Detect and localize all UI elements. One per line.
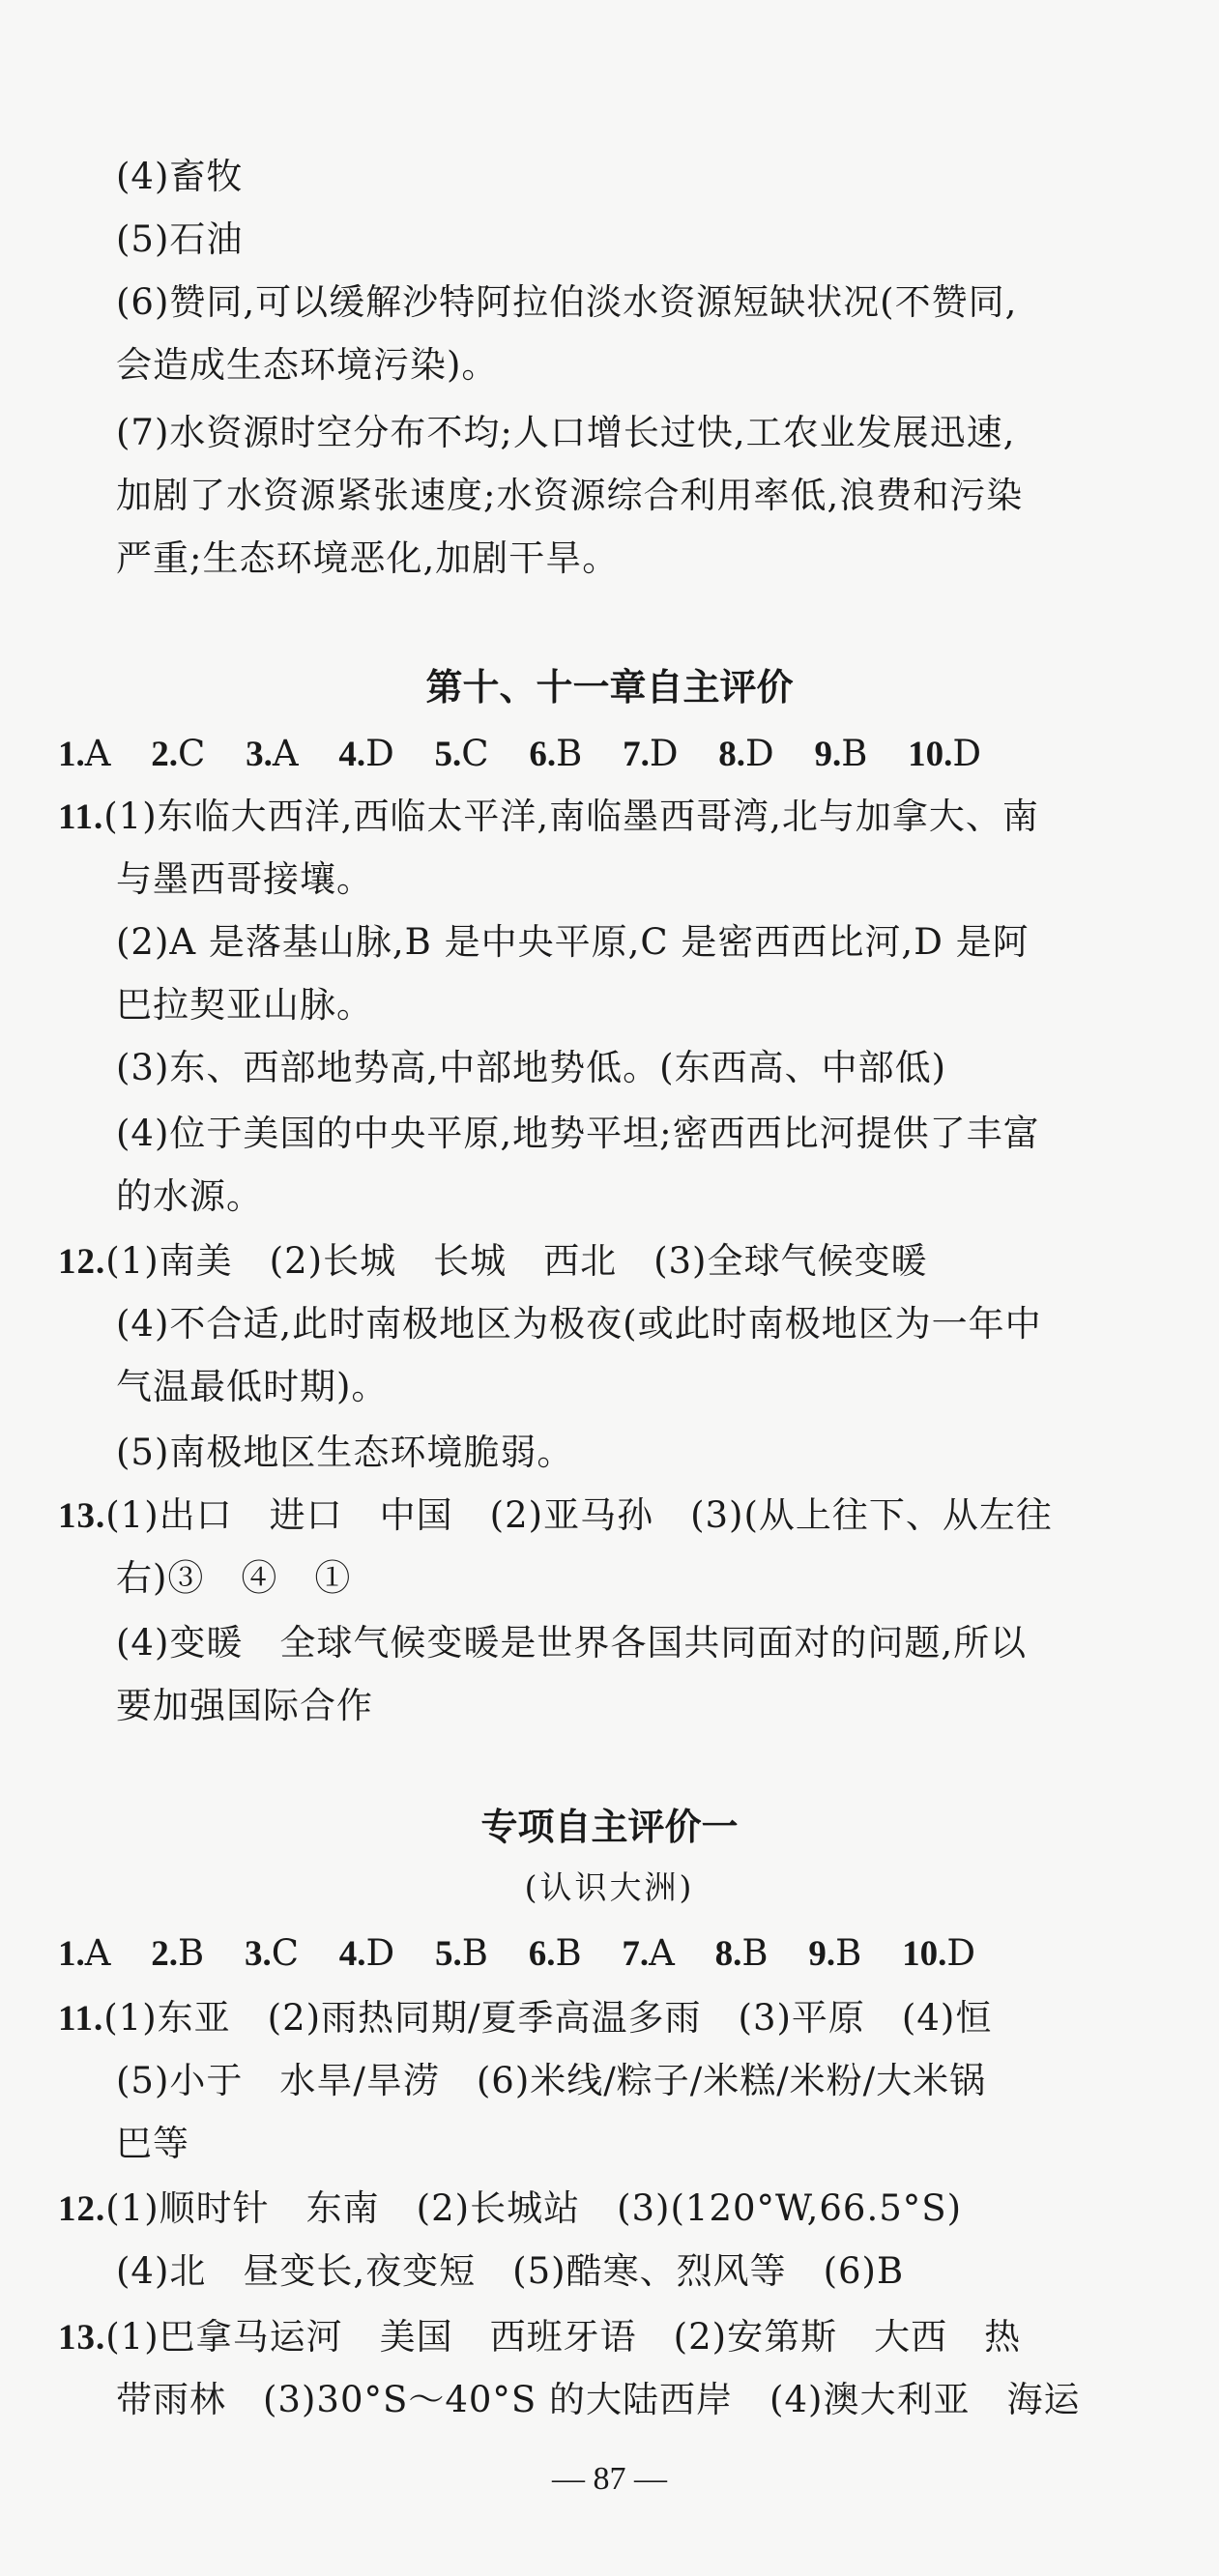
mc-answer: 5.C <box>434 733 489 774</box>
mc-answer: 9.B <box>814 733 868 774</box>
section-title: 第十、十一章自主评价 <box>425 666 794 709</box>
text-line: 严重;生态环境恶化,加剧干旱。 <box>116 537 620 579</box>
text-line: 会造成生态环境污染)。 <box>116 344 499 386</box>
text-line: 巴拉契亚山脉。 <box>116 984 373 1026</box>
text-line: 与墨西哥接壤。 <box>116 858 373 900</box>
mc-answer: 6.B <box>528 1932 582 1974</box>
mc-answer: 7.D <box>623 733 679 774</box>
text-line: 右)③ ④ ① <box>116 1557 352 1599</box>
text-line: (3)东、西部地势高,中部地势低。(东西高、中部低) <box>116 1047 947 1088</box>
text-line: 巴等 <box>116 2123 189 2164</box>
mc-answer: 8.D <box>718 733 774 774</box>
text-line: 带雨林 (3)30°S～40°S 的大陆西岸 (4)澳大利亚 海运 <box>116 2379 1081 2420</box>
mc-answer: 3.A <box>246 733 299 774</box>
text-line: 要加强国际合作 <box>116 1685 373 1726</box>
text-line: (4)变暖 全球气候变暖是世界各国共同面对的问题,所以 <box>116 1622 1028 1664</box>
text-line: (7)水资源时空分布不均;人口增长过快,工农业发展迅速, <box>116 412 1016 453</box>
text-line: (4)不合适,此时南极地区为极夜(或此时南极地区为一年中 <box>116 1303 1042 1345</box>
mc-answer: 4.D <box>338 733 394 774</box>
mc-answer: 10.D <box>902 1932 976 1974</box>
mc-answer: 5.B <box>434 1932 488 1974</box>
text-line: 加剧了水资源紧张速度;水资源综合利用率低,浪费和污染 <box>116 475 1024 516</box>
mc-answer: 8.B <box>714 1932 769 1974</box>
question-12: 12.(1)南美 (2)长城 长城 西北 (3)全球气候变暖 <box>58 1240 928 1282</box>
mc-answer: 9.B <box>808 1932 862 1974</box>
mc-answer: 6.B <box>529 733 583 774</box>
text-line: (4)北 昼变长,夜变短 (5)酷寒、烈风等 (6)B <box>116 2250 905 2292</box>
section-title: 专项自主评价一 <box>480 1806 739 1848</box>
question-13: 13.(1)巴拿马运河 美国 西班牙语 (2)安第斯 大西 热 <box>58 2316 1022 2358</box>
question-11: 11.(1)东亚 (2)雨热同期/夏季高温多雨 (3)平原 (4)恒 <box>58 1997 993 2039</box>
question-11: 11.(1)东临大西洋,西临太平洋,南临墨西哥湾,北与加拿大、南 <box>58 796 1039 837</box>
mc-answer: 7.A <box>622 1932 675 1974</box>
mc-answer: 2.B <box>151 1932 205 1974</box>
page-number: — 87 — <box>552 2461 667 2497</box>
mc-answer: 10.D <box>908 733 982 774</box>
text-line: (4)位于美国的中央平原,地势平坦;密西西比河提供了丰富 <box>116 1113 1040 1154</box>
text-line: (5)石油 <box>116 218 244 260</box>
text-line: (2)A 是落基山脉,B 是中央平原,C 是密西西比河,D 是阿 <box>116 921 1030 963</box>
text-line: (5)小于 水旱/旱涝 (6)米线/粽子/米糕/米粉/大米锅 <box>116 2060 987 2101</box>
text-line: (6)赞同,可以缓解沙特阿拉伯淡水资源短缺状况(不赞同, <box>116 281 1018 323</box>
question-13: 13.(1)出口 进口 中国 (2)亚马孙 (3)(从上往下、从左往 <box>58 1494 1053 1536</box>
multiple-choice-row <box>58 1931 1004 1977</box>
question-12: 12.(1)顺时针 东南 (2)长城站 (3)(120°W,66.5°S) <box>58 2187 963 2229</box>
text-line: 的水源。 <box>116 1175 263 1217</box>
section-subtitle: (认识大洲) <box>524 1868 695 1906</box>
mc-answer: 1.A <box>58 733 111 774</box>
text-line: (5)南极地区生态环境脆弱。 <box>116 1432 574 1473</box>
text-line: 气温最低时期)。 <box>116 1366 389 1407</box>
text-line: (4)畜牧 <box>116 156 244 197</box>
mc-answer: 3.C <box>244 1932 300 1974</box>
mc-answer: 2.C <box>151 733 206 774</box>
mc-answer: 1.A <box>58 1932 111 1974</box>
mc-answer: 4.D <box>338 1932 395 1974</box>
multiple-choice-row <box>58 732 1010 777</box>
